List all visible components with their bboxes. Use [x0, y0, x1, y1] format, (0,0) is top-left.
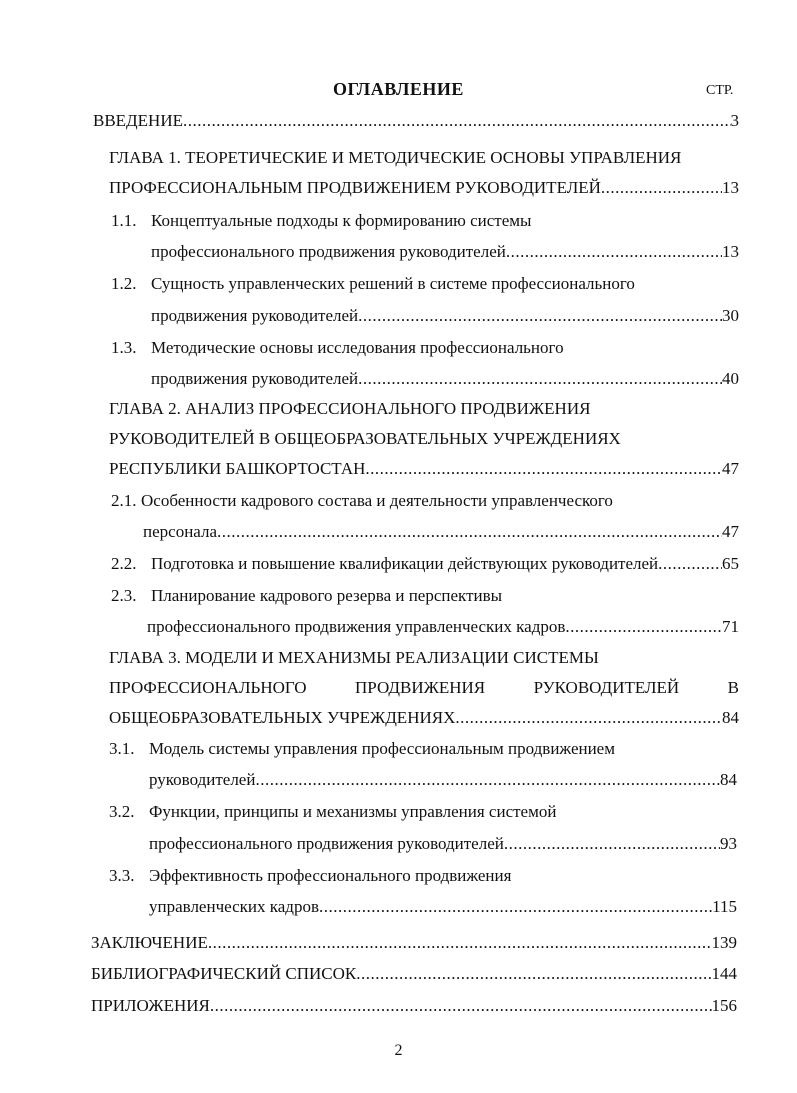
toc-page-number: 84 — [720, 770, 737, 789]
toc-entry-section-3-2[interactable] — [149, 834, 737, 856]
toc-page-number: 47 — [722, 522, 739, 541]
section-title: Подготовка и повышение квалификации действующих руководителей — [151, 554, 659, 573]
title-word: ПРОФЕССИОНАЛЬНОГО — [109, 678, 307, 697]
section-number: 1.2. — [111, 274, 137, 293]
toc-entry-conclusion[interactable] — [91, 933, 737, 955]
toc-page-number: 3 — [730, 111, 739, 130]
toc-entry-section-1-3[interactable] — [151, 369, 739, 391]
toc-page-number: 156 — [711, 996, 737, 1015]
toc-page-number: 13 — [722, 242, 739, 261]
page-title: ОГЛАВЛЕНИЕ — [333, 79, 464, 99]
leader-dots — [658, 554, 722, 574]
toc-entry-label: профессионального продвижения управленческих кадров — [147, 617, 566, 636]
leader-dots — [210, 996, 712, 1016]
section-2-3-line1 — [111, 586, 502, 608]
toc-page-number: 144 — [711, 964, 737, 983]
section-3-1-line1 — [109, 739, 615, 761]
page-number: 2 — [394, 1042, 403, 1059]
leader-dots — [319, 897, 712, 917]
leader-dots — [365, 459, 722, 479]
toc-entry-section-2-2[interactable] — [111, 554, 739, 576]
section-number: 2.2. — [111, 554, 137, 573]
section-2-1-line1 — [111, 491, 613, 513]
title-word: РУКОВОДИТЕЛЕЙ — [533, 678, 680, 697]
section-title: Сущность управленческих решений в системе профессионального — [151, 274, 635, 293]
leader-dots — [183, 111, 731, 131]
section-number: 3.3. — [109, 866, 135, 885]
section-title: Особенности кадрового состава и деятельности управленческого — [141, 491, 613, 510]
section-number: 3.2. — [109, 802, 135, 821]
toc-entry-chapter-1[interactable] — [109, 178, 739, 200]
section-title: Концептуальные подходы к формированию системы — [151, 211, 532, 230]
section-1-2-line1 — [111, 274, 635, 296]
section-number: 2.1. — [111, 491, 137, 510]
chapter-2-title-line1: ГЛАВА 2. АНАЛИЗ ПРОФЕССИОНАЛЬНОГО ПРОДВИЖЕНИЯ — [109, 399, 591, 418]
section-title: Планирование кадрового резерва и перспективы — [151, 586, 503, 605]
leader-dots — [565, 617, 722, 637]
toc-page-number: 115 — [712, 897, 737, 916]
section-3-2-line1 — [109, 802, 556, 824]
section-number: 3.1. — [109, 739, 135, 758]
toc-entry-label: управленческих кадров — [149, 897, 319, 916]
toc-page-number: 84 — [722, 708, 739, 727]
toc-entry-bibliography[interactable] — [91, 964, 737, 986]
toc-entry-section-3-3[interactable] — [149, 897, 737, 919]
chapter-3-title-line1: ГЛАВА 3. МОДЕЛИ И МЕХАНИЗМЫ РЕАЛИЗАЦИИ СИСТЕМЫ — [109, 648, 599, 667]
toc-entry-chapter-2[interactable] — [109, 459, 739, 481]
toc-entry-label: ПРИЛОЖЕНИЯ — [91, 996, 210, 1015]
toc-page-number: 71 — [722, 617, 739, 636]
toc-entry-label: ЗАКЛЮЧЕНИЕ — [91, 933, 208, 952]
toc-page-number: 93 — [720, 834, 737, 853]
title-word: ПРОДВИЖЕНИЯ — [355, 678, 486, 697]
leader-dots — [217, 522, 722, 542]
toc-entry-label: БИБЛИОГРАФИЧЕСКИЙ СПИСОК — [91, 964, 357, 983]
toc-page-number: 139 — [711, 933, 737, 952]
toc-page-number: 65 — [722, 554, 739, 573]
section-number: 1.3. — [111, 338, 137, 357]
toc-entry-label: РЕСПУБЛИКИ БАШКОРТОСТАН — [109, 459, 366, 478]
toc-page-number: 40 — [722, 369, 739, 388]
toc-entry-section-3-1[interactable] — [149, 770, 737, 792]
toc-entry-appendix[interactable] — [91, 996, 737, 1018]
leader-dots — [208, 933, 712, 953]
toc-page-number: 30 — [722, 306, 739, 325]
leader-dots — [356, 964, 711, 984]
section-3-3-line1 — [109, 866, 511, 888]
leader-dots — [601, 178, 722, 198]
section-number: 1.1. — [111, 211, 137, 230]
leader-dots — [358, 369, 722, 389]
title-word: В — [727, 678, 739, 697]
section-title: Методические основы исследования профессионального — [151, 338, 564, 357]
toc-entry-section-2-3[interactable] — [147, 617, 739, 639]
chapter-3-title-line2 — [109, 678, 739, 698]
chapter-1-title-line1: ГЛАВА 1. ТЕОРЕТИЧЕСКИЕ И МЕТОДИЧЕСКИЕ ОСНОВЫ УПРАВЛЕНИЯ — [109, 148, 682, 167]
toc-entry-label: ПРОФЕССИОНАЛЬНЫМ ПРОДВИЖЕНИЕМ РУКОВОДИТЕЛЕЙ — [109, 178, 601, 197]
section-number: 2.3. — [111, 586, 137, 605]
chapter-2-title-line2: РУКОВОДИТЕЛЕЙ В ОБЩЕОБРАЗОВАТЕЛЬНЫХ УЧРЕЖДЕНИЯХ — [109, 429, 621, 448]
toc-entry-label: ВВЕДЕНИЕ — [93, 111, 183, 130]
section-title: Функции, принципы и механизмы управления системой — [149, 802, 557, 821]
toc-page-number: 47 — [722, 459, 739, 478]
toc-entry-label: продвижения руководителей — [151, 306, 359, 325]
leader-dots — [358, 306, 722, 326]
leader-dots — [504, 834, 720, 854]
section-title: Эффективность профессионального продвижения — [149, 866, 512, 885]
leader-dots — [255, 770, 720, 790]
toc-entry-label — [111, 554, 658, 574]
toc-entry-label: продвижения руководителей — [151, 369, 359, 388]
leader-dots — [455, 708, 722, 728]
toc-entry-label: ОБЩЕОБРАЗОВАТЕЛЬНЫХ УЧРЕЖДЕНИЯХ — [109, 708, 456, 727]
leader-dots — [506, 242, 722, 262]
toc-entry-section-1-1[interactable] — [151, 242, 739, 264]
toc-entry-label: профессионального продвижения руководителей — [149, 834, 504, 853]
toc-entry-label: профессионального продвижения руководителей — [151, 242, 506, 261]
page-column-label: СТР. — [706, 83, 734, 98]
toc-entry-section-2-1[interactable] — [143, 522, 739, 544]
toc-entry-intro[interactable] — [93, 111, 739, 133]
toc-entry-label: руководителей — [149, 770, 256, 789]
section-title: Модель системы управления профессиональным продвижением — [149, 739, 615, 758]
toc-entry-chapter-3[interactable] — [109, 708, 739, 730]
toc-entry-label: персонала — [143, 522, 218, 541]
section-1-1-line1 — [111, 211, 531, 233]
toc-entry-section-1-2[interactable] — [151, 306, 739, 328]
section-1-3-line1 — [111, 338, 564, 360]
toc-page-number: 13 — [722, 178, 739, 197]
